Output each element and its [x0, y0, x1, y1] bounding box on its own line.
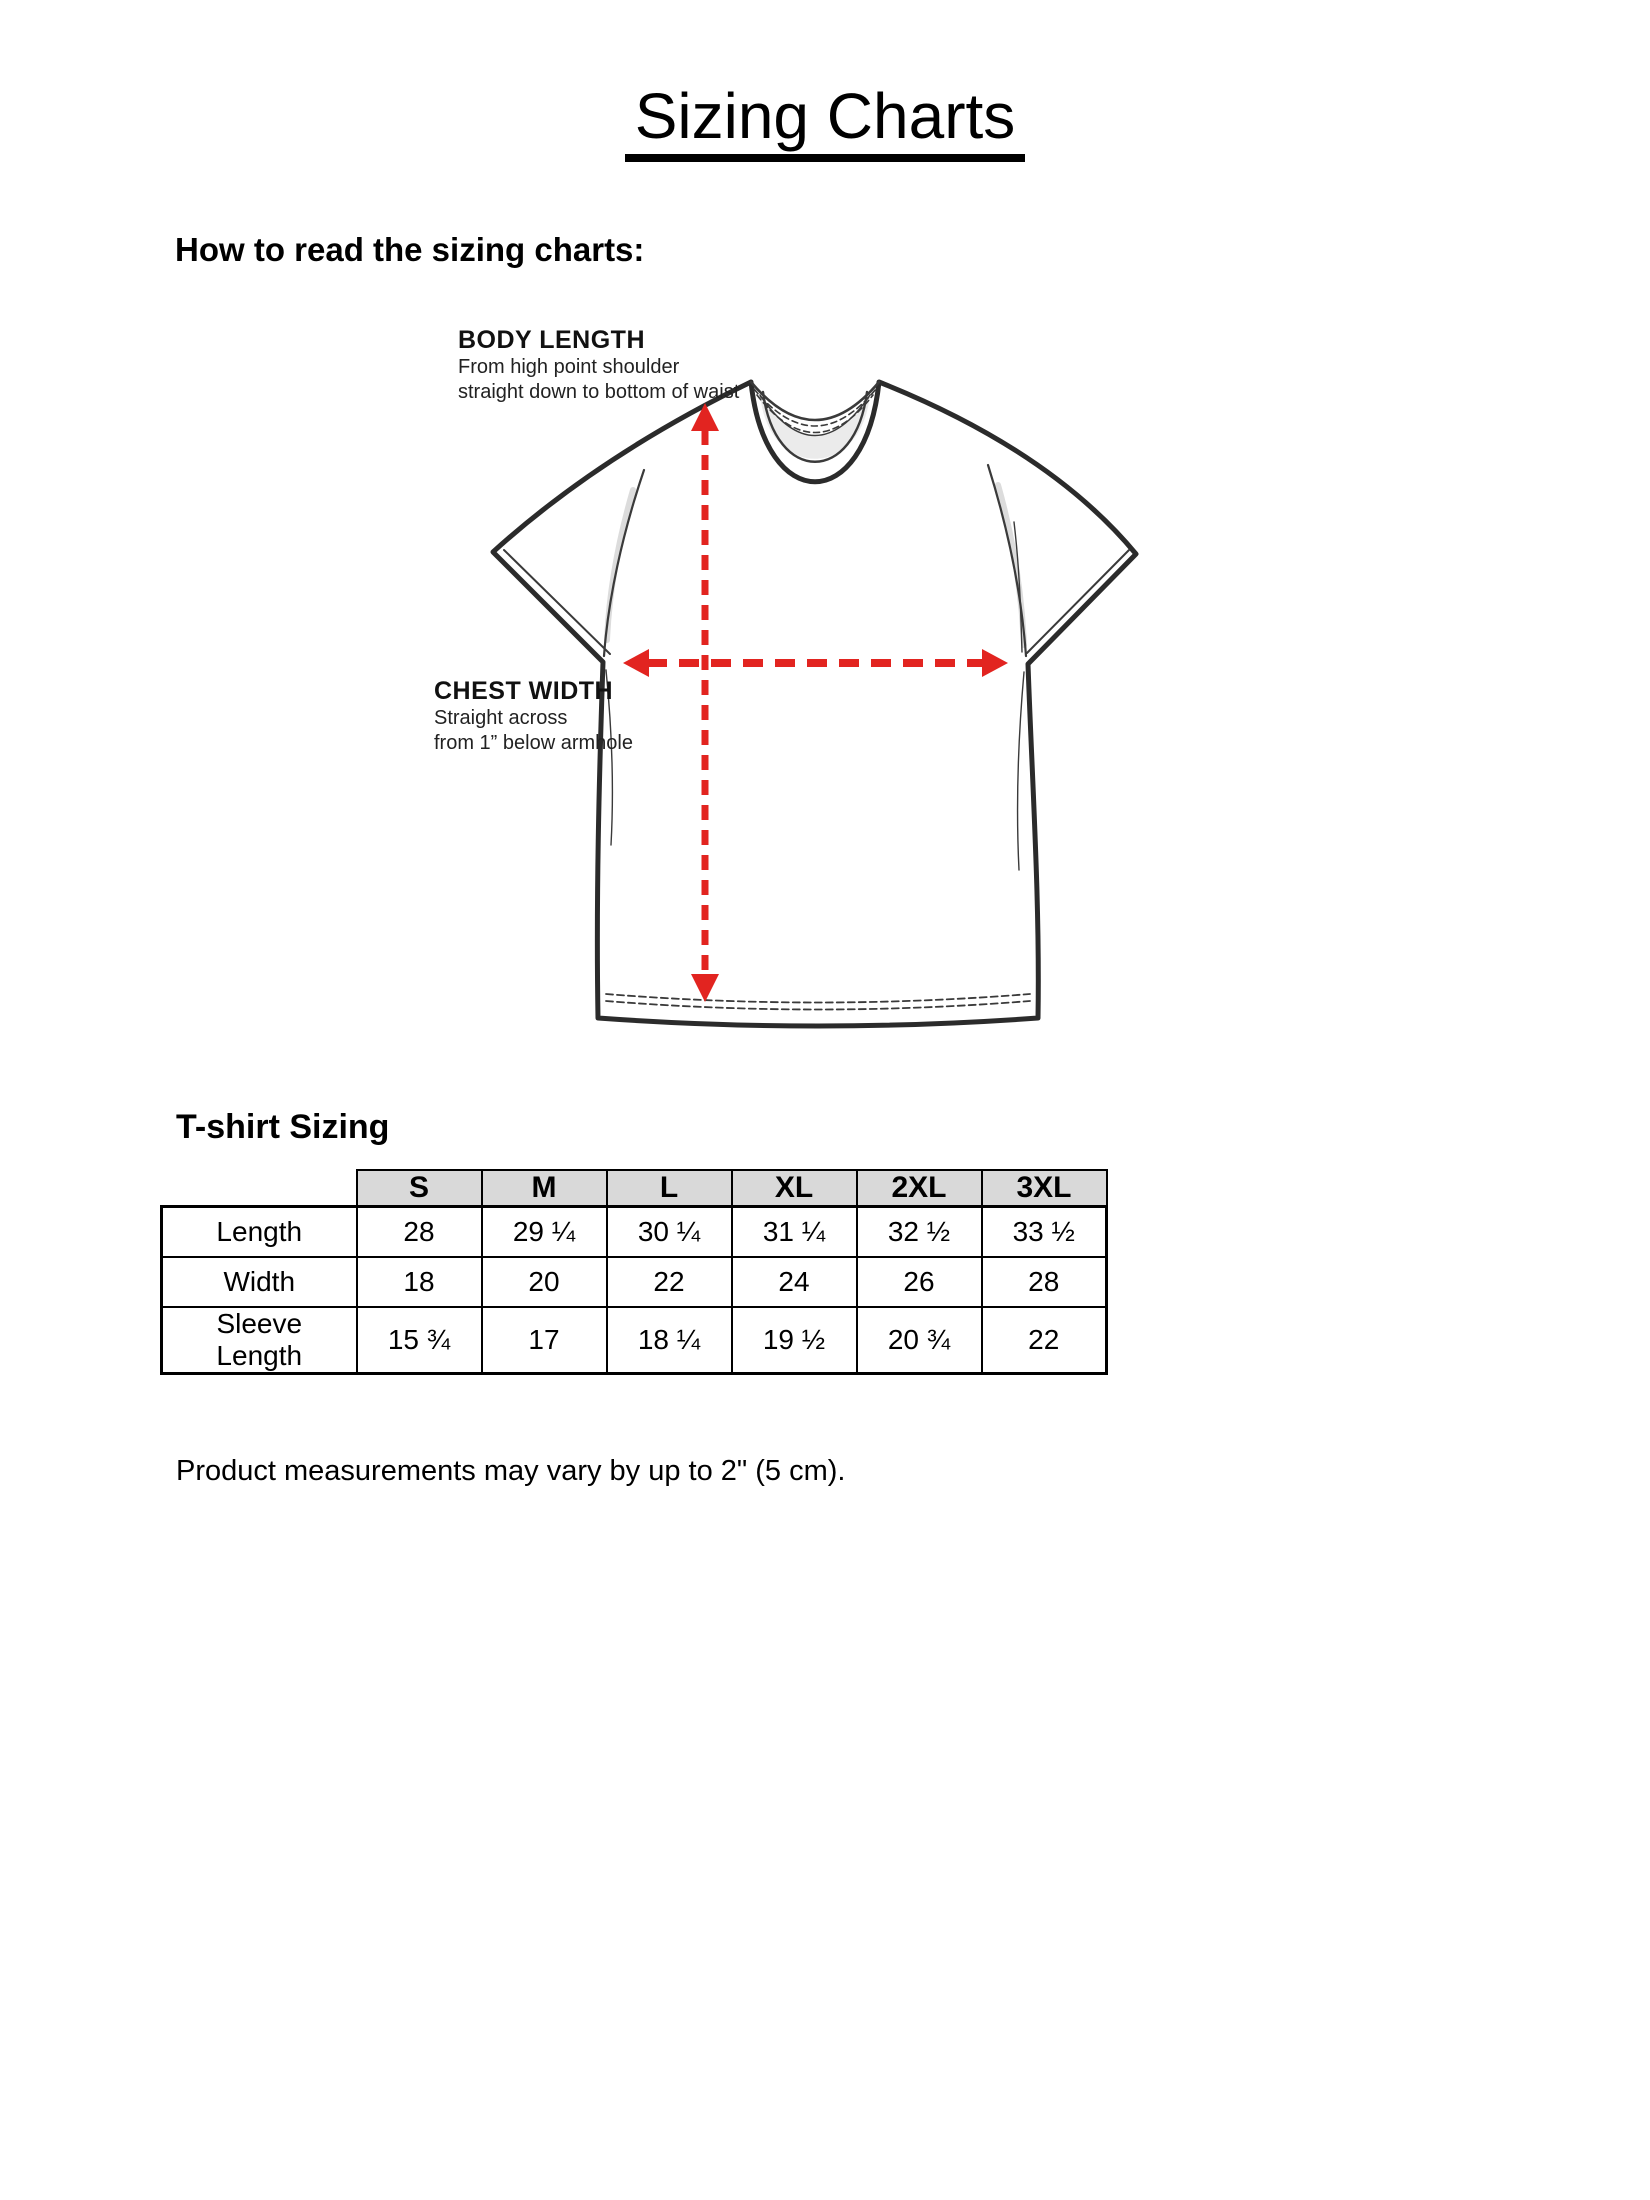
cell-sleeve-m: 17	[482, 1307, 607, 1374]
size-header-3xl: 3XL	[982, 1170, 1107, 1207]
chest-width-desc-line2: from 1” below armhole	[434, 731, 633, 754]
cell-sleeve-3xl: 22	[982, 1307, 1107, 1374]
body-length-title: BODY LENGTH	[458, 326, 645, 354]
neck-back-panel	[760, 395, 870, 459]
row-label-length: Length	[162, 1207, 357, 1258]
size-header-s: S	[357, 1170, 482, 1207]
cell-sleeve-2xl: 20 ¾	[857, 1307, 982, 1374]
cell-length-l: 30 ¼	[607, 1207, 732, 1258]
cell-length-xl: 31 ¼	[732, 1207, 857, 1258]
cell-width-l: 22	[607, 1257, 732, 1307]
cell-width-2xl: 26	[857, 1257, 982, 1307]
size-header-m: M	[482, 1170, 607, 1207]
chest-width-label	[434, 677, 633, 756]
tshirt-measurement-diagram	[420, 300, 1180, 1060]
measurement-disclaimer: Product measurements may vary by up to 2" (5 cm).	[176, 1455, 846, 1487]
cell-length-s: 28	[357, 1207, 482, 1258]
size-header-xl: XL	[732, 1170, 857, 1207]
cell-width-s: 18	[357, 1257, 482, 1307]
body-length-desc-line1: From high point shoulder	[458, 355, 680, 378]
size-header-row	[162, 1170, 1107, 1207]
cell-width-3xl: 28	[982, 1257, 1107, 1307]
row-label-sleeve-length: Sleeve Length	[162, 1307, 357, 1374]
cell-sleeve-l: 18 ¼	[607, 1307, 732, 1374]
table-row-length	[162, 1207, 1107, 1258]
cell-length-2xl: 32 ½	[857, 1207, 982, 1258]
size-header-l: L	[607, 1170, 732, 1207]
table-row-sleeve-length	[162, 1307, 1107, 1374]
page-title: Sizing Charts	[625, 84, 1026, 162]
cell-length-3xl: 33 ½	[982, 1207, 1107, 1258]
body-length-label	[458, 326, 739, 405]
how-to-read-heading: How to read the sizing charts:	[175, 231, 645, 268]
cell-width-m: 20	[482, 1257, 607, 1307]
chest-width-title: CHEST WIDTH	[434, 677, 614, 705]
table-row-width	[162, 1257, 1107, 1307]
tshirt-sizing-heading: T-shirt Sizing	[176, 1108, 390, 1146]
chest-width-desc-line1: Straight across	[434, 706, 568, 729]
tshirt-sizing-table	[160, 1169, 1108, 1375]
size-header-2xl: 2XL	[857, 1170, 982, 1207]
title-row	[0, 80, 1650, 162]
cell-sleeve-s: 15 ¾	[357, 1307, 482, 1374]
cell-width-xl: 24	[732, 1257, 857, 1307]
header-spacer-cell	[162, 1170, 357, 1207]
row-label-width: Width	[162, 1257, 357, 1307]
body-length-desc-line2: straight down to bottom of waist	[458, 380, 740, 403]
cell-sleeve-xl: 19 ½	[732, 1307, 857, 1374]
cell-length-m: 29 ¼	[482, 1207, 607, 1258]
